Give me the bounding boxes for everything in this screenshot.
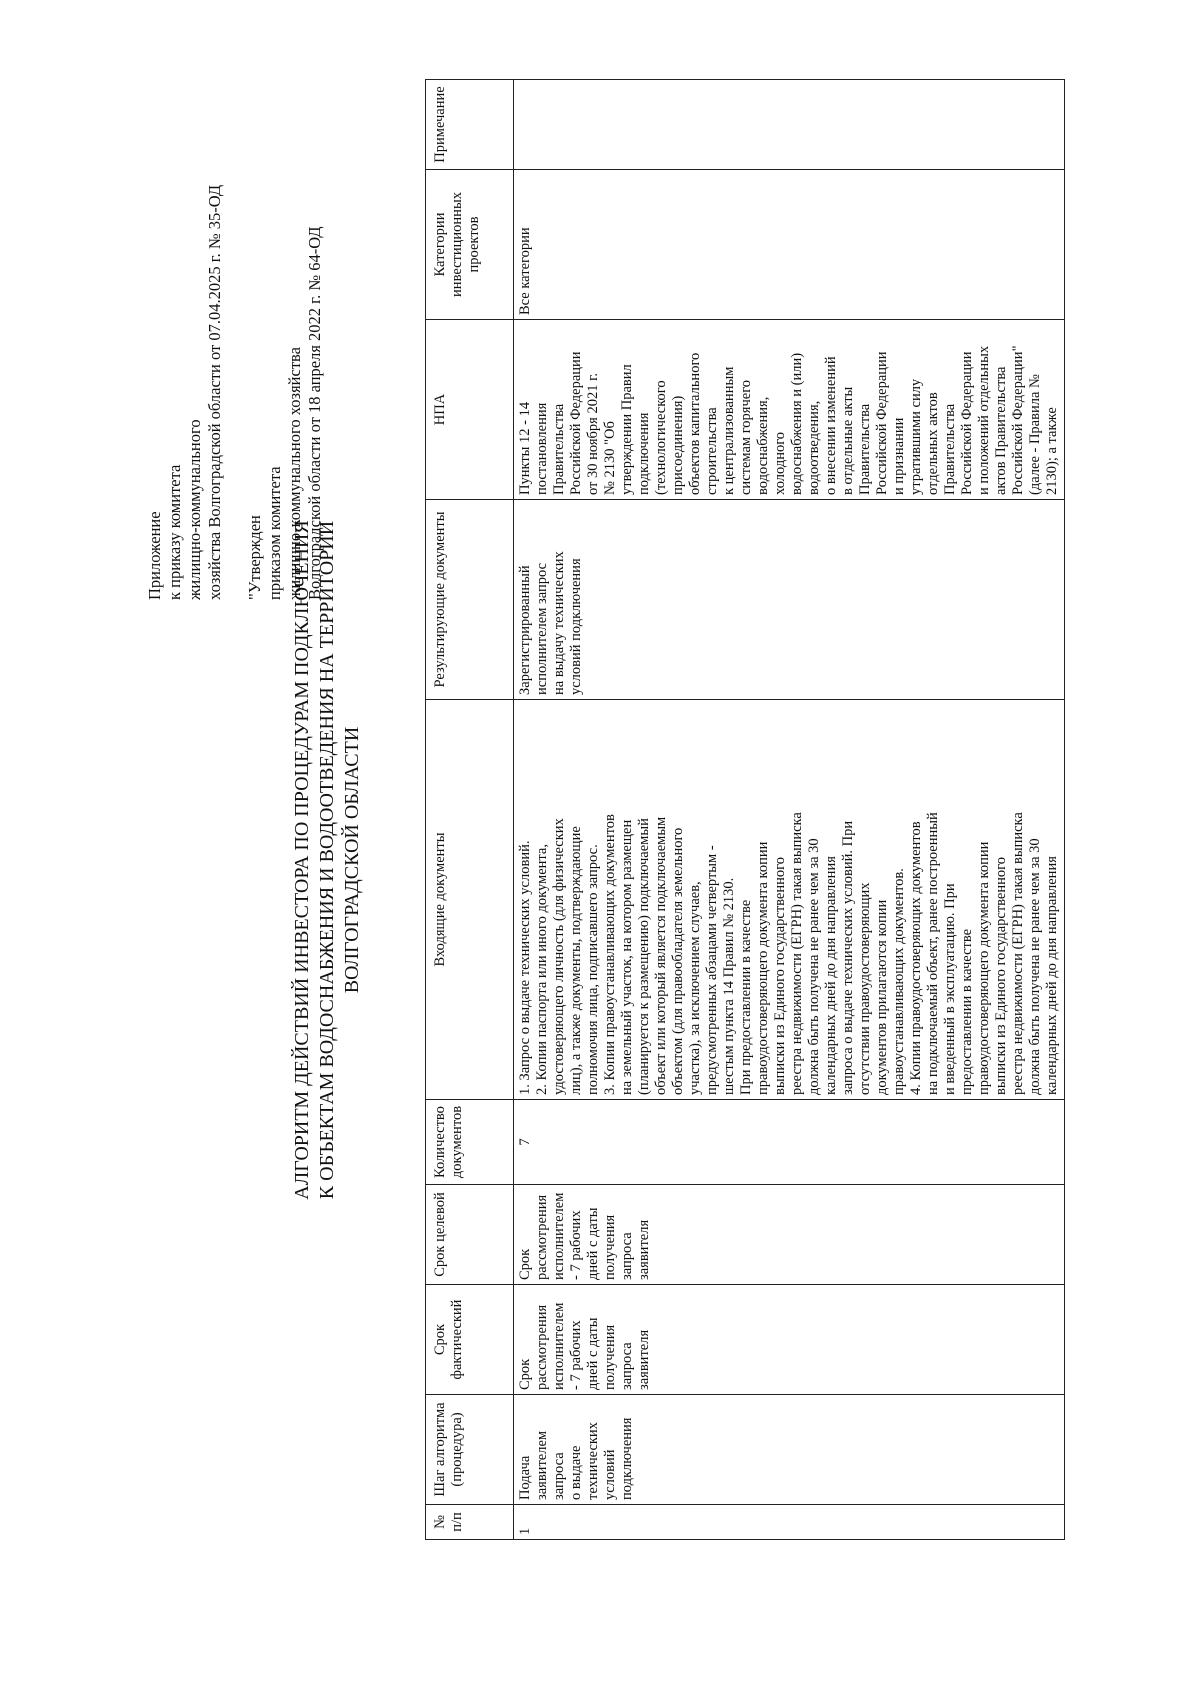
cell-line: предоставлении в качестве xyxy=(959,928,975,1095)
cell-line: должна быть получена не ранее чем за 30 xyxy=(1027,838,1043,1095)
cell-line: о выдаче xyxy=(568,1445,584,1500)
cell-line: присоединения) xyxy=(670,395,686,495)
cell-line: водоснабжения и (или) xyxy=(789,352,805,495)
cell-line: Срок xyxy=(517,1358,533,1390)
text-line: Волгоградской области от 18 апреля 2022 г. № 64-ОД xyxy=(305,226,324,600)
cell-line: заявителя xyxy=(636,1329,652,1390)
cell-line: исполнителем запрос xyxy=(534,562,550,695)
cell-result-docs xyxy=(514,500,1065,700)
cell-line: условий xyxy=(602,1449,618,1500)
cell-line: строительства xyxy=(704,407,720,495)
text-line: АЛГОРИТМ ДЕЙСТВИЙ ИНВЕСТОРА ПО ПРОЦЕДУРАМ ПОДКЛЮЧЕНИЯ xyxy=(291,520,313,1200)
cell-line: на подключаемый объект, ранее построенный xyxy=(925,812,941,1095)
cell-line: Российской Федерации xyxy=(959,351,975,495)
cell-line: запроса о выдаче технических условий. При xyxy=(840,820,856,1095)
cell-npa xyxy=(514,320,1065,500)
header-step: Шаг алгоритма (процедура) xyxy=(426,1395,514,1505)
cell-doc-count: 7 xyxy=(514,1100,1065,1185)
cell-line: № 2130 "Об xyxy=(602,421,618,495)
cell-line: на выдачу технических xyxy=(551,551,567,695)
cell-line: - 7 рабочих xyxy=(568,1210,584,1280)
cell-line: о внесении изменений xyxy=(823,356,839,495)
text-line: К ОБЪЕКТАМ ВОДОСНАБЖЕНИЯ И ВОДООТВЕДЕНИЯ НА ТЕРРИТОРИИ xyxy=(316,520,338,1200)
cell-line: 3. Копии правоустанавливающих документов xyxy=(602,814,618,1095)
cell-input-docs xyxy=(514,700,1065,1100)
text-line: жилищно-коммунального хозяйства xyxy=(285,347,304,600)
cell-line: отдельных актов xyxy=(925,392,941,495)
cell-line: постановления xyxy=(534,402,550,495)
cell-line: 2130); а также xyxy=(1044,407,1060,495)
cell-line: реестра недвижимости (ЕГРН) такая выписка xyxy=(789,812,805,1095)
cell-line: водоснабжения, xyxy=(755,396,771,495)
cell-line: и положений отдельных xyxy=(976,345,992,495)
cell-line: запроса xyxy=(551,1452,567,1500)
cell-categories: Все категории xyxy=(514,170,1065,320)
cell-line: (далее - Правила № xyxy=(1027,374,1043,495)
cell-line: водоотведения, xyxy=(806,400,822,495)
cell-line: лиц), а также документы, подтверждающие xyxy=(568,826,584,1095)
cell-line: (планируется к размещению) подключаемый xyxy=(636,818,652,1095)
cell-line: утратившими силу xyxy=(908,378,924,495)
cell-line: календарных дней до дня направления xyxy=(823,856,839,1095)
cell-line: рассмотрения xyxy=(534,1194,550,1280)
cell-line: реестра недвижимости (ЕГРН) такая выписка xyxy=(1010,812,1026,1095)
cell-line: исполнителем xyxy=(551,1192,567,1280)
cell-line: и введенный в эксплуатацию. При xyxy=(942,883,958,1095)
cell-line: запроса xyxy=(619,1232,635,1280)
cell-line: документов прилагаются копии xyxy=(874,899,890,1095)
document-title xyxy=(290,80,365,1640)
cell-line: 2. Копии паспорта или иного документа, xyxy=(534,844,550,1095)
cell-line: 1. Запрос о выдаче технических условий. xyxy=(517,840,533,1095)
header-categories: Категории инвестиционных проектов xyxy=(426,170,514,320)
header-num: № п/п xyxy=(426,1505,514,1540)
cell-line: календарных дней до дня направления xyxy=(1044,856,1060,1095)
cell-line: утверждении Правил xyxy=(619,364,635,495)
cell-line: выписки из Единого государственного xyxy=(772,857,788,1095)
header-term-actual: Срок фактический xyxy=(426,1285,514,1395)
cell-line: исполнителем xyxy=(551,1302,567,1390)
cell-line: к централизованным xyxy=(721,366,737,495)
cell-line: При предоставлении в качестве xyxy=(738,899,754,1095)
text-line: жилищно-коммунального xyxy=(185,419,204,600)
cell-line: заявителем xyxy=(534,1430,550,1500)
cell-line: (технологического xyxy=(653,380,669,495)
cell-note xyxy=(514,80,1065,170)
text-line: хозяйства Волгоградской области от 07.04.2025 г. № 35-ОД xyxy=(205,184,224,600)
cell-line: дней с даты xyxy=(585,1207,601,1280)
cell-step xyxy=(514,1395,1065,1505)
cell-line: удостоверяющего личность (для физических xyxy=(551,818,567,1095)
cell-line: правоустанавливающих документов. xyxy=(891,868,907,1095)
text-line xyxy=(225,185,245,600)
cell-line: объектом (для правообладателя земельного xyxy=(670,827,686,1095)
algorithm-table xyxy=(425,79,1065,1540)
cell-line: объект или который является подключаемым xyxy=(653,816,669,1095)
cell-line: Срок xyxy=(517,1248,533,1280)
cell-line: запроса xyxy=(619,1342,635,1390)
cell-line: Подача xyxy=(517,1455,533,1500)
cell-line: получения xyxy=(602,1214,618,1280)
cell-term-actual xyxy=(514,1285,1065,1395)
cell-line: предусмотренных абзацами четвертым - xyxy=(704,845,720,1095)
header-term-target: Срок целевой xyxy=(426,1185,514,1285)
cell-line: шестым пункта 14 Правил № 2130. xyxy=(721,877,737,1095)
cell-line: от 30 ноября 2021 г. xyxy=(585,372,601,495)
text-line: "Утвержден xyxy=(245,515,264,600)
cell-num: 1 xyxy=(514,1505,1065,1540)
cell-line: рассмотрения xyxy=(534,1304,550,1390)
cell-line: системам горячего xyxy=(738,379,754,495)
cell-line: правоудостоверяющего документа копии xyxy=(755,841,771,1095)
table-header-row xyxy=(426,80,514,1540)
cell-term-target xyxy=(514,1185,1065,1285)
cell-line: и признании xyxy=(891,417,907,495)
cell-line: Российской Федерации xyxy=(874,351,890,495)
cell-line: 4. Копии правоудостоверяющих документов xyxy=(908,821,924,1095)
header-result-docs: Результирующие документы xyxy=(426,500,514,700)
text-line: приказом комитета xyxy=(265,466,284,600)
cell-line: отсутствии правоудостоверяющих xyxy=(857,882,873,1095)
cell-line: получения xyxy=(602,1324,618,1390)
cell-line: в отдельные акты xyxy=(840,386,856,495)
header-note: Примечание xyxy=(426,80,514,170)
cell-line: Правительства xyxy=(857,403,873,495)
cell-line: условий подключения xyxy=(568,558,584,695)
cell-line: объектов капитального xyxy=(687,352,703,495)
cell-line: Пункты 12 - 14 xyxy=(517,401,533,495)
text-line: ВОЛГОГРАДСКОЙ ОБЛАСТИ xyxy=(341,726,363,994)
cell-line: холодного xyxy=(772,431,788,495)
cell-line: должна быть получена не ранее чем за 30 xyxy=(806,838,822,1095)
cell-line: на земельный участок, на котором размещен xyxy=(619,819,635,1095)
cell-line: технических xyxy=(585,1422,601,1500)
cell-line: выписки из Единого государственного xyxy=(993,857,1009,1095)
cell-line: Российской Федерации xyxy=(568,351,584,495)
header-input-docs: Входящие документы xyxy=(426,700,514,1100)
table-row xyxy=(514,80,1065,1540)
cell-line: полномочия лица, подписавшего запрос. xyxy=(585,844,601,1095)
cell-line: дней с даты xyxy=(585,1317,601,1390)
cell-line: актов Правительства xyxy=(993,366,1009,495)
text-line: Приложение xyxy=(145,511,164,600)
cell-line: Российской Федерации" xyxy=(1010,345,1026,495)
cell-line: участка), за исключением случаев, xyxy=(687,881,703,1095)
cell-line: заявителя xyxy=(636,1219,652,1280)
cell-line: Правительства xyxy=(942,403,958,495)
header-npa: НПА xyxy=(426,320,514,500)
cell-line: Правительства xyxy=(551,403,567,495)
cell-line: подключения xyxy=(636,412,652,495)
rotated-landscape-sheet xyxy=(50,80,1060,1640)
cell-line: Зарегистрированный xyxy=(517,565,533,695)
text-line: к приказу комитета xyxy=(165,464,184,600)
cell-line: - 7 рабочих xyxy=(568,1320,584,1390)
header-doc-count: Количество документов xyxy=(426,1100,514,1185)
cell-line: правоудостоверяющего документа копии xyxy=(976,841,992,1095)
cell-line: подключения xyxy=(619,1417,635,1500)
